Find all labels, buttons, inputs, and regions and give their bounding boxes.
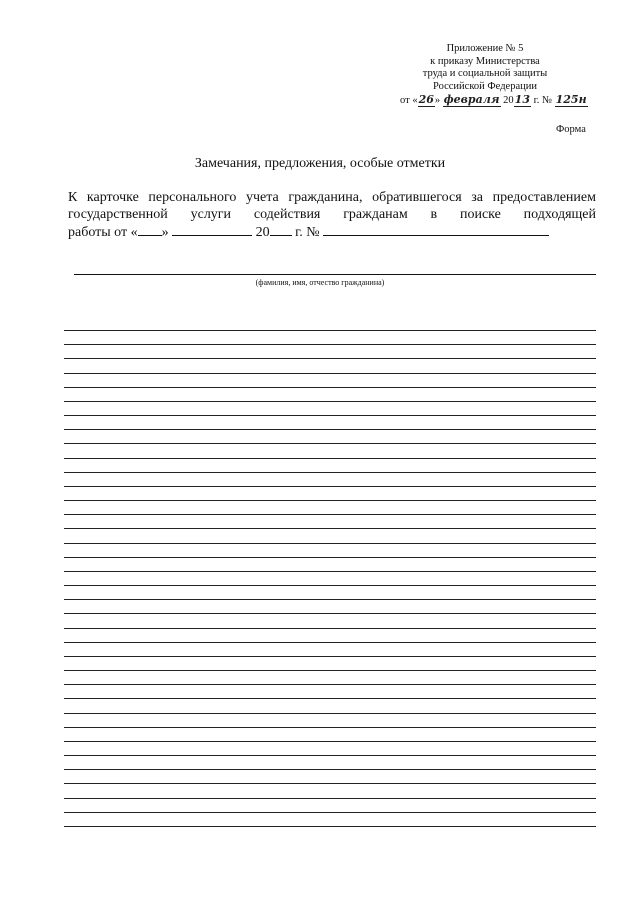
- intro-line-1: К карточке персонального учета гражданина, обратившегося за предоставлением: [68, 190, 596, 205]
- date-quote-close: »: [434, 95, 441, 107]
- date-g-number: г. №: [533, 95, 552, 107]
- intro-number-label: г. №: [295, 225, 320, 240]
- intro-year-prefix: 20: [255, 225, 270, 240]
- intro-line-2: государственной услуги содействия гражданам в поиске подходящей: [68, 207, 596, 222]
- page-title: Замечания, предложения, особые отметки: [194, 156, 446, 171]
- intro-quote-close: »: [161, 225, 169, 240]
- intro-works-from: работы от «: [68, 225, 138, 240]
- handwritten-order-number: 125н: [555, 93, 587, 107]
- appendix-order-ref: к приказу Министерства: [430, 55, 540, 67]
- fio-caption: (фамилия, имя, отчество гражданина): [255, 278, 385, 287]
- handwritten-month: февраля: [443, 93, 500, 107]
- form-label: Форма: [556, 124, 586, 135]
- date-prefix: от «: [400, 95, 418, 107]
- handwritten-year: 13: [514, 93, 530, 107]
- appendix-ministry: труда и социальной защиты: [422, 68, 548, 80]
- appendix-number: Приложение № 5: [446, 43, 524, 54]
- handwritten-day: 26: [418, 93, 434, 107]
- appendix-country: Российской Федерации: [433, 80, 537, 92]
- date-year-prefix: 20: [503, 95, 514, 107]
